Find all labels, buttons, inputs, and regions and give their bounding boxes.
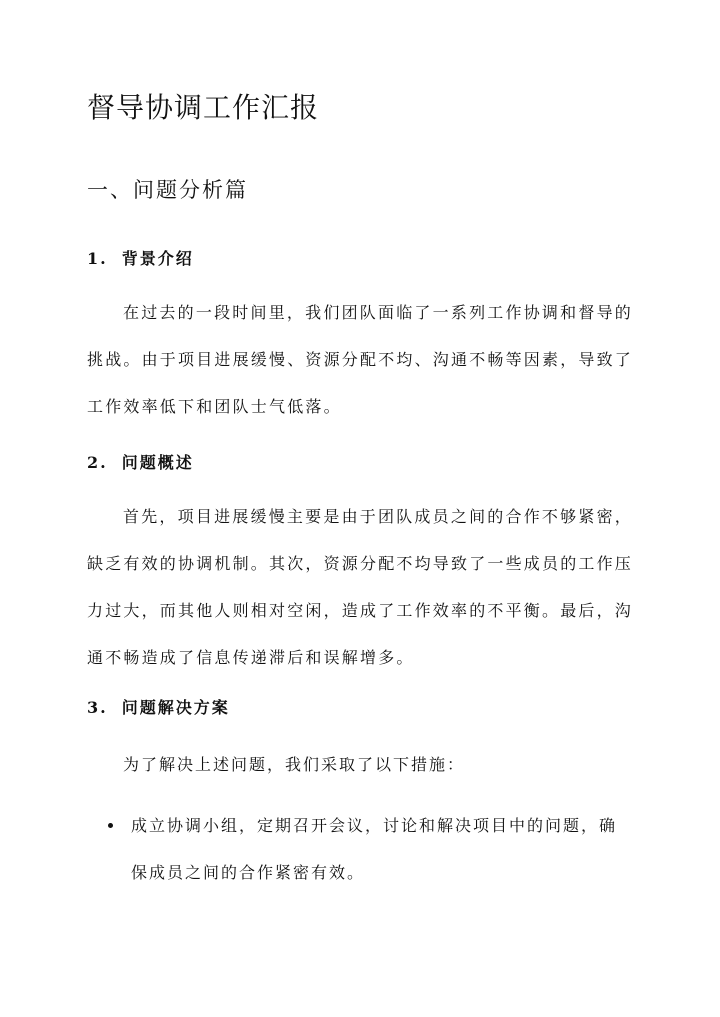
subsection-heading-background <box>87 246 194 269</box>
paragraph-background: 在过去的一段时间里，我们团队面临了一系列工作协调和督导的挑战。由于项目进展缓慢、资源分配不均、沟通不畅等因素，导致了工作效率低下和团队士气低落。 <box>87 303 634 416</box>
paragraph-overview: 首先，项目进展缓慢主要是由于团队成员之间的合作不够紧密，缺乏有效的协调机制。其次，资源分配不均导致了一些成员的工作压力过大，而其他人则相对空闲，造成了工作效率的不平衡。最后，沟通不畅造成了信息传递滞后和误解增多。 <box>87 507 634 667</box>
paragraph-solution-intro: 为了解决上述问题，我们采取了以下措施： <box>123 755 466 774</box>
subsection-title: 问题解决方案 <box>121 698 230 717</box>
subsection-heading-overview <box>87 450 194 473</box>
list-item <box>108 802 628 896</box>
subsection-number: 1. <box>87 249 108 268</box>
subsection-title: 问题概述 <box>121 453 194 472</box>
subsection-number: 3. <box>87 698 108 717</box>
bullet-dot-icon <box>108 823 113 828</box>
subsection-number: 2. <box>87 453 108 472</box>
subsection-heading-solution <box>87 695 230 718</box>
section-heading-problem-analysis: 一、问题分析篇 <box>87 178 248 202</box>
document-title: 督导协调工作汇报 <box>87 91 320 124</box>
subsection-title: 背景介绍 <box>121 249 194 268</box>
list-item-text: 成立协调小组，定期召开会议，讨论和解决项目中的问题，确保成员之间的合作紧密有效。 <box>131 816 618 882</box>
solution-bullet-list <box>108 802 628 896</box>
